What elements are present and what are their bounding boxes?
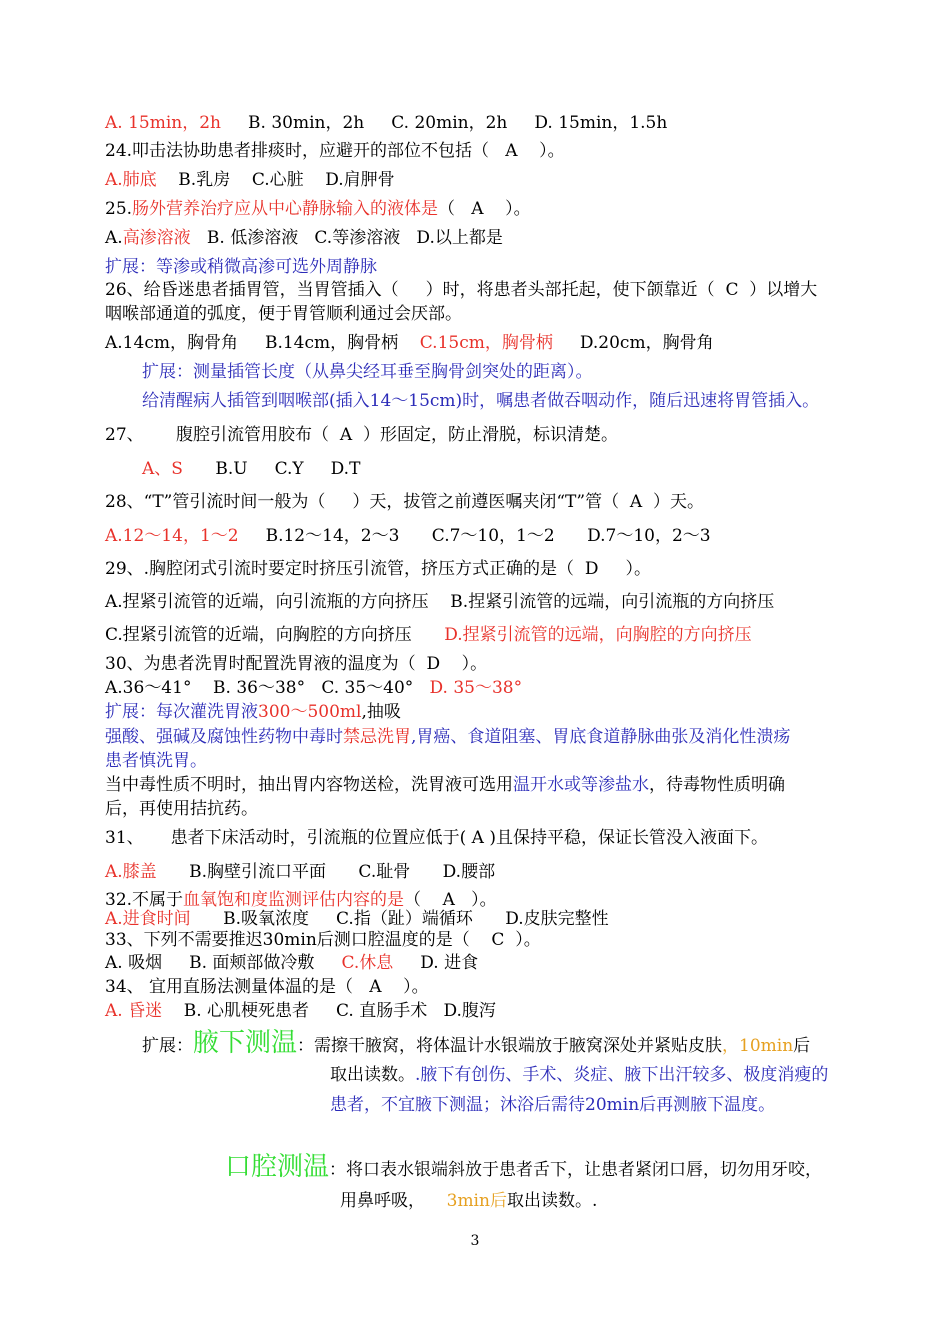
- text-span: ：需擦干腋窝，将体温计水银端放于腋窝深处并紧贴皮肤: [297, 1036, 723, 1056]
- text-span: B. 30min，2h C. 20min，2h D. 15min，1.5h: [221, 113, 668, 133]
- text-span: A.捏紧引流管的近端，向引流瓶的方向挤压 B.捏紧引流管的远端，向引流瓶的方向挤压: [105, 592, 775, 612]
- text-line: [105, 141, 565, 162]
- text-line: [105, 1001, 496, 1022]
- text-line: [225, 1151, 822, 1184]
- text-span: 33、下列不需要推迟30min后测口腔温度的是（ C ）。: [105, 930, 541, 950]
- text-span: （ A ）。: [404, 890, 497, 910]
- text-span: ,抽吸: [361, 702, 401, 722]
- text-line: [105, 828, 768, 849]
- text-line: [105, 930, 541, 951]
- text-span: C.15cm，胸骨柄: [419, 333, 553, 353]
- text-span: D.20cm，胸骨角: [552, 333, 714, 353]
- text-span: A.膝盖: [105, 862, 157, 882]
- text-span: 3min后: [446, 1191, 507, 1211]
- text-span: A.进食时间: [105, 909, 191, 929]
- text-span: 30、为患者洗胃时配置洗胃液的温度为（ D ）。: [105, 654, 488, 674]
- text-line: [105, 977, 429, 998]
- text-span: C.捏紧引流管的近端，向胸腔的方向挤压: [105, 625, 445, 645]
- text-line: [105, 702, 401, 723]
- text-span: 后: [793, 1036, 811, 1056]
- text-span: C.休息: [341, 953, 394, 973]
- text-span: B.吸氧浓度 C.指（趾）端循环 D.皮肤完整性: [190, 909, 609, 929]
- text-line: [105, 492, 704, 513]
- text-line: [105, 862, 495, 883]
- text-line: [105, 170, 395, 191]
- text-line: [105, 751, 207, 772]
- text-span: ，10min: [722, 1036, 794, 1056]
- text-line: [105, 526, 711, 547]
- text-span: 给清醒病人插管到咽喉部(插入14～15cm)时，嘱患者做吞咽动作，随后迅速将胃管插入。: [142, 391, 820, 411]
- text-line: [105, 654, 487, 675]
- text-line: [105, 775, 785, 796]
- text-span: A.12～14，1～2: [105, 526, 239, 546]
- text-span: 强酸、强碱及腐蚀性药物中毒时: [105, 727, 343, 747]
- text-span: 扩展：每次灌洗胃液: [105, 702, 258, 722]
- text-span: 肠外营养治疗应从中心静脉输入的液体是: [132, 199, 439, 219]
- text-span: 29、.胸腔闭式引流时要定时挤压引流管，挤压方式正确的是（ D ）。: [105, 559, 651, 579]
- text-span: 27、 腹腔引流管用胶布（ A ）形固定，防止滑脱，标识清楚。: [105, 425, 618, 445]
- text-line: [105, 799, 258, 820]
- text-span: 取出读数。.: [506, 1191, 598, 1211]
- text-span: 血氧饱和度监测评估内容的是: [183, 890, 405, 910]
- text-span: 300～500ml: [258, 702, 362, 722]
- text-line: [330, 1095, 775, 1116]
- text-span: B.12～14，2～3 C.7～10，1～2 D.7～10，2～3: [238, 526, 711, 546]
- text-line: [105, 625, 752, 646]
- text-span: 温开水或等渗盐水: [513, 775, 649, 795]
- text-span: B.U C.Y D.T: [182, 459, 361, 479]
- text-span: 后，再使用拮抗药。: [105, 799, 258, 819]
- text-span: ：将口表水银端斜放于患者舌下，让患者紧闭口唇，切勿用牙咬，: [329, 1160, 823, 1180]
- text-span: 当中毒性质不明时，抽出胃内容物送检，洗胃液可选用: [105, 775, 513, 795]
- text-line: [105, 727, 790, 748]
- text-span: （ A ）。: [438, 199, 531, 219]
- text-span: D. 进食: [393, 953, 479, 973]
- text-span: A.14cm，胸骨角 B.14cm，胸骨柄: [105, 333, 420, 353]
- text-span: 扩展：等渗或稍微高渗可选外周静脉: [105, 257, 377, 277]
- text-span: 腋下测温: [193, 1028, 298, 1058]
- text-line: [142, 391, 819, 412]
- text-span: 31、 患者下床活动时，引流瓶的位置应低于( A )且保持平稳，保证长管没入液面下。: [105, 828, 768, 848]
- text-span: A、S: [142, 459, 183, 479]
- text-span: 用鼻呼吸，: [340, 1191, 447, 1211]
- text-line: [142, 362, 593, 383]
- text-line: [105, 333, 714, 354]
- text-span: D. 35～38°: [429, 678, 523, 698]
- text-line: [105, 559, 651, 580]
- text-span: ,胃癌、食道阻塞、胃底食道静脉曲张及消化性溃疡: [411, 727, 791, 747]
- text-line: [105, 228, 503, 249]
- text-span: 26、给昏迷患者插胃管，当胃管插入（ ）时，将患者头部托起，使下颌靠近（ C ）以增大: [105, 280, 818, 300]
- text-span: A.肺底: [105, 170, 157, 190]
- text-line: [105, 909, 609, 930]
- text-line: [142, 459, 360, 480]
- text-line: [105, 199, 531, 220]
- text-span: D.捏紧引流管的远端，向胸腔的方向挤压: [444, 625, 752, 645]
- text-span: 高渗溶液: [122, 228, 191, 248]
- text-span: B. 低渗溶液 C.等渗溶液 D.以上都是: [190, 228, 503, 248]
- text-span: A. 吸烟 B. 面颊部做冷敷: [105, 953, 342, 973]
- text-span: 取出读数。: [330, 1065, 415, 1085]
- text-span: B. 心肌梗死患者 C. 直肠手术 D.腹泻: [162, 1001, 496, 1021]
- text-span: 咽喉部通道的弧度，便于胃管顺利通过会厌部。: [105, 304, 462, 324]
- text-line: [105, 678, 522, 699]
- text-span: 扩展：: [142, 1036, 193, 1056]
- text-span: 28、“T”管引流时间一般为（ ）天，拔管之前遵医嘱夹闭“T”管（ A ）天。: [105, 492, 704, 512]
- text-line: [105, 592, 774, 613]
- text-span: A. 15min，2h: [105, 113, 221, 133]
- text-span: 25.: [105, 199, 133, 219]
- text-span: B.乳房 C.心脏 D.肩胛骨: [156, 170, 395, 190]
- text-span: ，待毒物性质明确: [649, 775, 785, 795]
- text-span: 口腔测温: [225, 1152, 330, 1182]
- text-span: 扩展：测量插管长度（从鼻尖经耳垂至胸骨剑突处的距离）。: [142, 362, 593, 382]
- text-line: [105, 953, 478, 974]
- text-span: A.: [105, 228, 123, 248]
- text-span: 32.不属于: [105, 890, 184, 910]
- text-line: [105, 304, 462, 325]
- text-span: A.36～41° B. 36～38° C. 35～40°: [105, 678, 430, 698]
- text-span: A. 昏迷: [105, 1001, 163, 1021]
- text-span: .腋下有创伤、手术、炎症、腋下出汗较多、极度消瘦的: [415, 1065, 829, 1085]
- text-line: [105, 257, 377, 278]
- text-line: [105, 113, 667, 134]
- text-span: B.胸壁引流口平面 C.耻骨 D.腰部: [156, 862, 496, 882]
- text-span: 患者，不宜腋下测温；沐浴后需待20min后再测腋下温度。: [330, 1095, 776, 1115]
- text-span: 禁忌洗胃: [343, 727, 411, 747]
- page-number: 3: [470, 1233, 480, 1249]
- text-line: [330, 1065, 828, 1086]
- text-span: 24.叩击法协助患者排痰时，应避开的部位不包括（ A ）。: [105, 141, 565, 161]
- text-line: [340, 1191, 597, 1212]
- text-span: 患者慎洗胃。: [105, 751, 207, 771]
- text-line: [105, 425, 618, 446]
- text-line: [105, 280, 817, 301]
- text-span: 34、 宜用直肠法测量体温的是（ A ）。: [105, 977, 429, 997]
- text-line: [142, 1027, 810, 1060]
